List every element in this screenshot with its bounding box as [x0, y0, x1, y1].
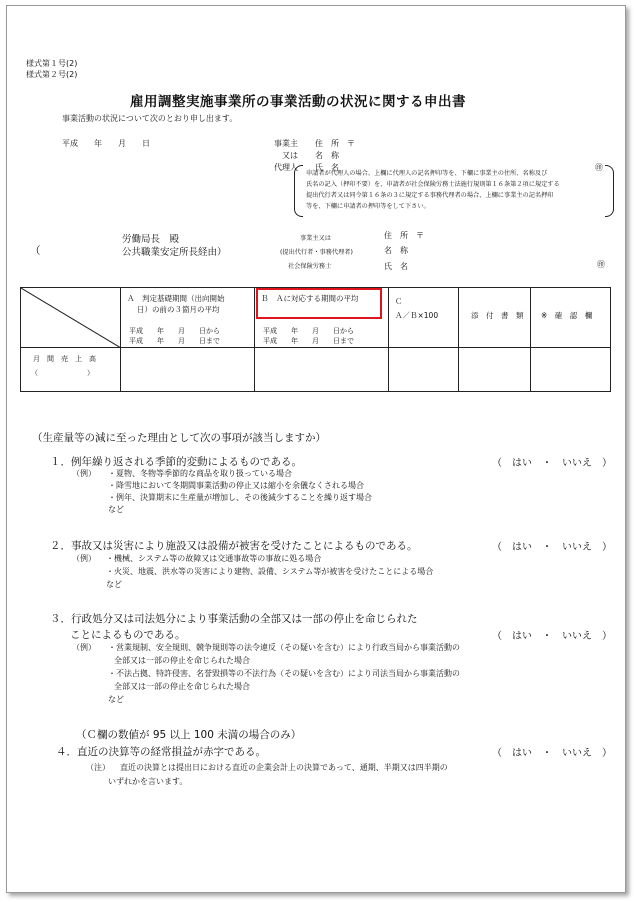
diagonal-line [21, 288, 121, 348]
q3-item: 全部又は一部の停止を命じられた場合 [114, 682, 250, 691]
seal-mark: ㊞ [597, 260, 605, 269]
highlight-box [256, 288, 382, 319]
q3-item: 全部又は一部の停止を命じられた場合 [114, 656, 250, 665]
intro-text: 事業活動の状況について次のとおり申し出ます。 [62, 114, 238, 123]
q4-note-label: （注） [86, 763, 110, 772]
sharoshi-line3: 社会保険労務士 [288, 263, 332, 270]
q1-title: １．例年繰り返される季節的変動によるものである。 [50, 456, 302, 468]
col-b-period-from: 平成 年 月 日から [263, 327, 354, 335]
q2-item: など [106, 580, 122, 589]
col-b-period-to: 平成 年 月 日まで [263, 337, 354, 345]
q3-title-1: ３．行政処分又は司法処分により事業活動の全部又は一部の停止を命じられた [50, 613, 418, 625]
col-docs-title: 添 付 書 類 [471, 311, 524, 320]
label-jigyonushi: 事業主 [274, 139, 298, 148]
applicant-name-label: 名 称 [315, 151, 339, 160]
col-c-value[interactable] [389, 348, 459, 392]
row-label-cell [21, 348, 121, 392]
note-line: 氏名の記入（押印不要）を、申請者が社会保険労務士法施行規則第１６条第２項に規定する [306, 181, 560, 188]
q1-item: ・例年、決算期末に生産量が増加し、その後減少することを繰り返す場合 [108, 493, 372, 502]
q2-item: ・機械、システム等の故障又は交通事故等の事故に処る場合 [106, 554, 322, 563]
sharoshi-address-label: 住 所 〒 [384, 231, 424, 240]
q4-answer[interactable]: （ はい ・ いいえ ） [492, 748, 612, 759]
date-field: 平成 年 月 日 [62, 139, 150, 148]
q2-item: ・火災、地震、洪水等の災害により建物、設備、システム等が被害を受けたことによる場合 [106, 567, 434, 576]
col-a-title-1: Ａ 判定基礎期間（出向開始 [127, 294, 225, 303]
col-check-value[interactable] [531, 348, 611, 392]
col-a-period-to: 平成 年 月 日まで [129, 337, 220, 345]
q2-title: ２．事故又は災害により施設又は設備が被害を受けたことによるものである。 [50, 540, 418, 552]
label-dairinin: 代理人 [274, 163, 298, 172]
q4-note-1: 直近の決算とは提出日における直近の企業会計上の決算であって、通期、半期又は四半期の [120, 763, 448, 772]
sharoshi-line1: 事業主又は [300, 235, 331, 242]
q3-title-2: ことによるものである。 [70, 629, 186, 641]
addressee-paren: （ [30, 245, 41, 257]
q1-item: ・夏物、冬物等季節的な商品を取り扱っている場合 [108, 469, 292, 478]
q3-example-label: （例） [72, 643, 96, 652]
col-c-header [389, 288, 459, 348]
applicant-person-label: 氏 名 [315, 163, 339, 172]
q4-note-2: いずれかを言います。 [108, 777, 188, 786]
q4-title: ４．直近の決算等の経常損益が赤字である。 [56, 746, 266, 758]
sharoshi-line2: (提出代行者・事務代理者) [280, 249, 353, 256]
col-docs-header [459, 288, 531, 348]
q3-item: ・営業規制、安全規則、競争規則等の法令違反（その疑いを含む）により行政当局から事業活動の [108, 643, 460, 652]
c-column-note: （Ｃ欄の数値が 95 以上 100 未満の場合のみ） [76, 729, 302, 741]
note-line: 等を、下欄に申請者の押印等をして下さい。 [306, 203, 430, 210]
row-paren: （ ） [31, 369, 94, 377]
q1-item: ・降雪地において冬期間事業活動の停止又は縮小を余儀なくされる場合 [108, 481, 364, 490]
questions-heading: （生産量等の減に至った理由として次の事項が該当しますか） [32, 432, 326, 444]
q1-example-label: （例） [72, 469, 96, 478]
sharoshi-person-label: 氏 名 [384, 262, 408, 271]
label-matawa: 又は [282, 151, 298, 160]
q3-item: ・不法占拠、特許侵害、名誉毀損等の不法行為（その疑いを含む）により司法当局から事業活動の [108, 669, 460, 678]
col-c-title: Ｃ [395, 297, 403, 306]
applicant-address-label: 住 所 〒 [315, 139, 355, 148]
note-line: 申請者が代理人の場合、上欄に代理人の記名押印等を、下欄に事業主の住所、名称及び [306, 170, 548, 177]
seal-mark: ㊞ [595, 163, 603, 172]
q3-item: など [108, 695, 124, 704]
row-label: 月 間 売 上 高 [33, 355, 96, 363]
sharoshi-name-label: 名 称 [384, 246, 408, 255]
col-docs-value[interactable] [459, 348, 531, 392]
addressee-shokuan: 公共職業安定所長経由） [122, 247, 227, 258]
col-check-title: ※ 確 認 欄 [541, 311, 593, 320]
diagonal-cell [21, 288, 121, 348]
form-number-2: 様式第２号(2) [26, 70, 78, 79]
col-b-value[interactable] [255, 348, 389, 392]
q3-answer[interactable]: （ はい ・ いいえ ） [492, 631, 612, 642]
note-bracket-right [605, 165, 614, 217]
col-a-header [121, 288, 255, 348]
col-a-period-from: 平成 年 月 日から [129, 327, 220, 335]
q2-example-label: （例） [72, 554, 96, 563]
note-line: 提出代行者又は同令第１６条の３に規定する事務代理者の場合、上欄に事業主の記名押印 [306, 192, 554, 199]
addressee-rodokyoku: 労働局長 殿 [122, 234, 180, 245]
q1-item: など [108, 505, 124, 514]
col-check-header [531, 288, 611, 348]
document-title: 雇用調整実施事業所の事業活動の状況に関する申出書 [130, 94, 466, 110]
col-a-title-2: 日）の前の３箇月の平均 [137, 305, 220, 314]
representative-note [294, 165, 614, 215]
col-b-title: Ｂ Ａに対応する期間の平均 [261, 294, 359, 303]
col-c-formula: Ａ／Ｂ×100 [395, 311, 439, 320]
q2-answer[interactable]: （ はい ・ いいえ ） [492, 542, 612, 553]
col-a-value[interactable] [121, 348, 255, 392]
note-bracket-left [294, 165, 303, 217]
form-number-1: 様式第１号(2) [26, 59, 78, 68]
q1-answer[interactable]: （ はい ・ いいえ ） [492, 458, 612, 469]
